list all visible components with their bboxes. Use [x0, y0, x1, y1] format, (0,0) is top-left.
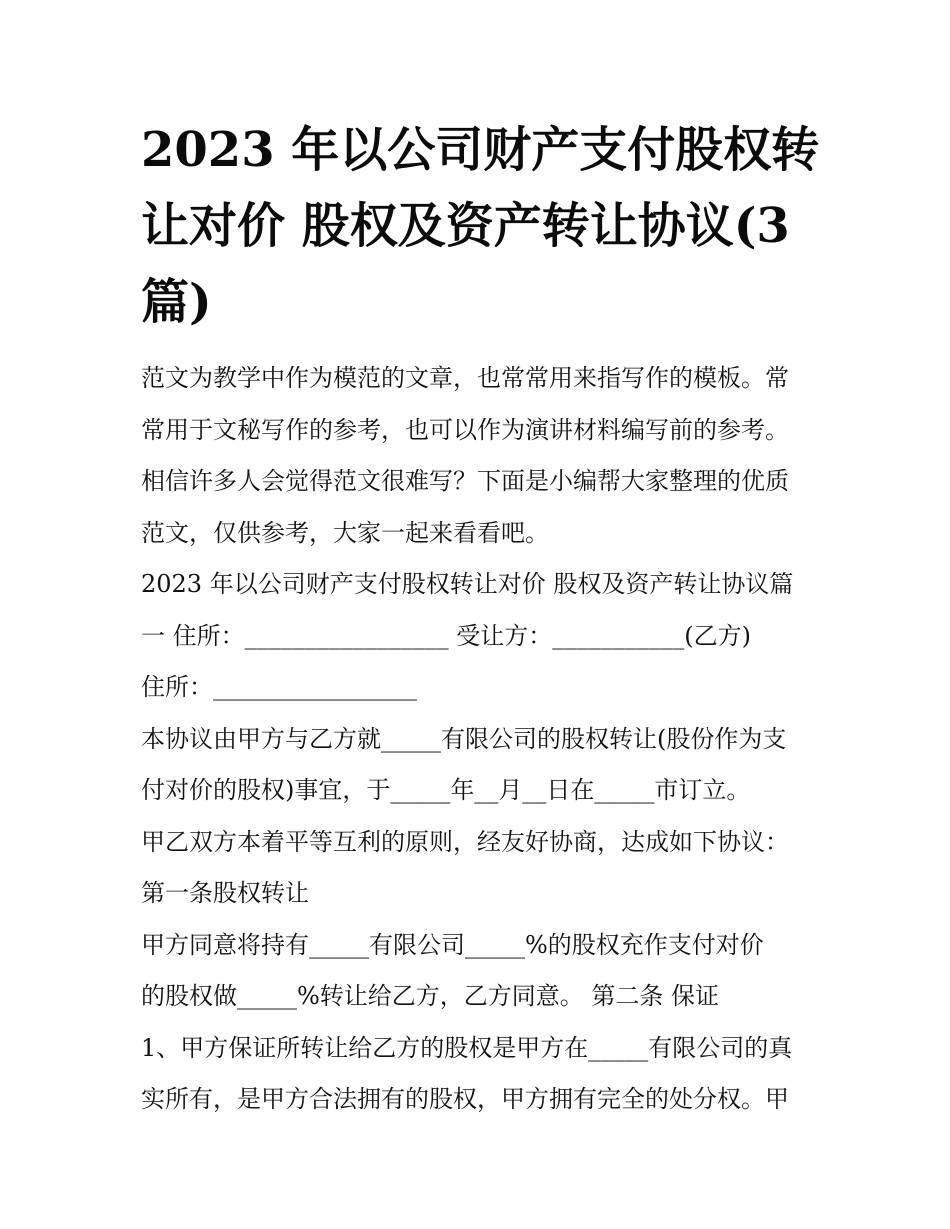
body-line-9: 付对价的股权)事宜，于_____年__月__日在_____市订立。 [141, 776, 751, 804]
body-line-10: 甲乙双方本着平等互利的原则，经友好协商，达成如下协议： [141, 827, 789, 856]
title-line-3: 篇) [141, 274, 212, 330]
body-line-15: 实所有，是甲方合法拥有的股权，甲方拥有完全的处分权。甲 [141, 1085, 789, 1113]
body-line-3: 相信许多人会觉得范文很难写？下面是小编帮大家整理的优质 [141, 467, 789, 495]
document-body [141, 353, 821, 1126]
body-line-13: 的股权做_____%转让给乙方，乙方同意。 第二条 保证 [141, 982, 720, 1010]
body-line-12: 甲方同意将持有_____有限公司_____%的股权充作支付对价 [141, 930, 764, 959]
body-line-8: 本协议由甲方与乙方就_____有限公司的股权转让(股份作为支 [141, 724, 787, 753]
document-title [141, 112, 821, 340]
body-line-14: 1、甲方保证所转让给乙方的股权是甲方在_____有限公司的真 [141, 1033, 793, 1062]
body-line-1: 范文为教学中作为模范的文章，也常常用来指写作的模板。常 [141, 364, 789, 392]
body-line-5: 2023 年以公司财产支付股权转让对价 股权及资产转让协议篇 [141, 570, 794, 598]
body-line-7: 住所：_________________ [141, 673, 417, 701]
body-line-11: 第一条股权转让 [141, 879, 309, 907]
title-line-1: 2023 年以公司财产支付股权转 [141, 122, 820, 178]
title-line-2: 让对价 股权及资产转让协议(3 [141, 198, 790, 254]
body-line-6: 一 住所：_________________ 受让方：___________(乙方) [141, 621, 751, 650]
body-line-4: 范文，仅供参考，大家一起来看看吧。 [141, 518, 549, 547]
body-line-2: 常用于文秘写作的参考，也可以作为演讲材料编写前的参考。 [141, 415, 789, 444]
